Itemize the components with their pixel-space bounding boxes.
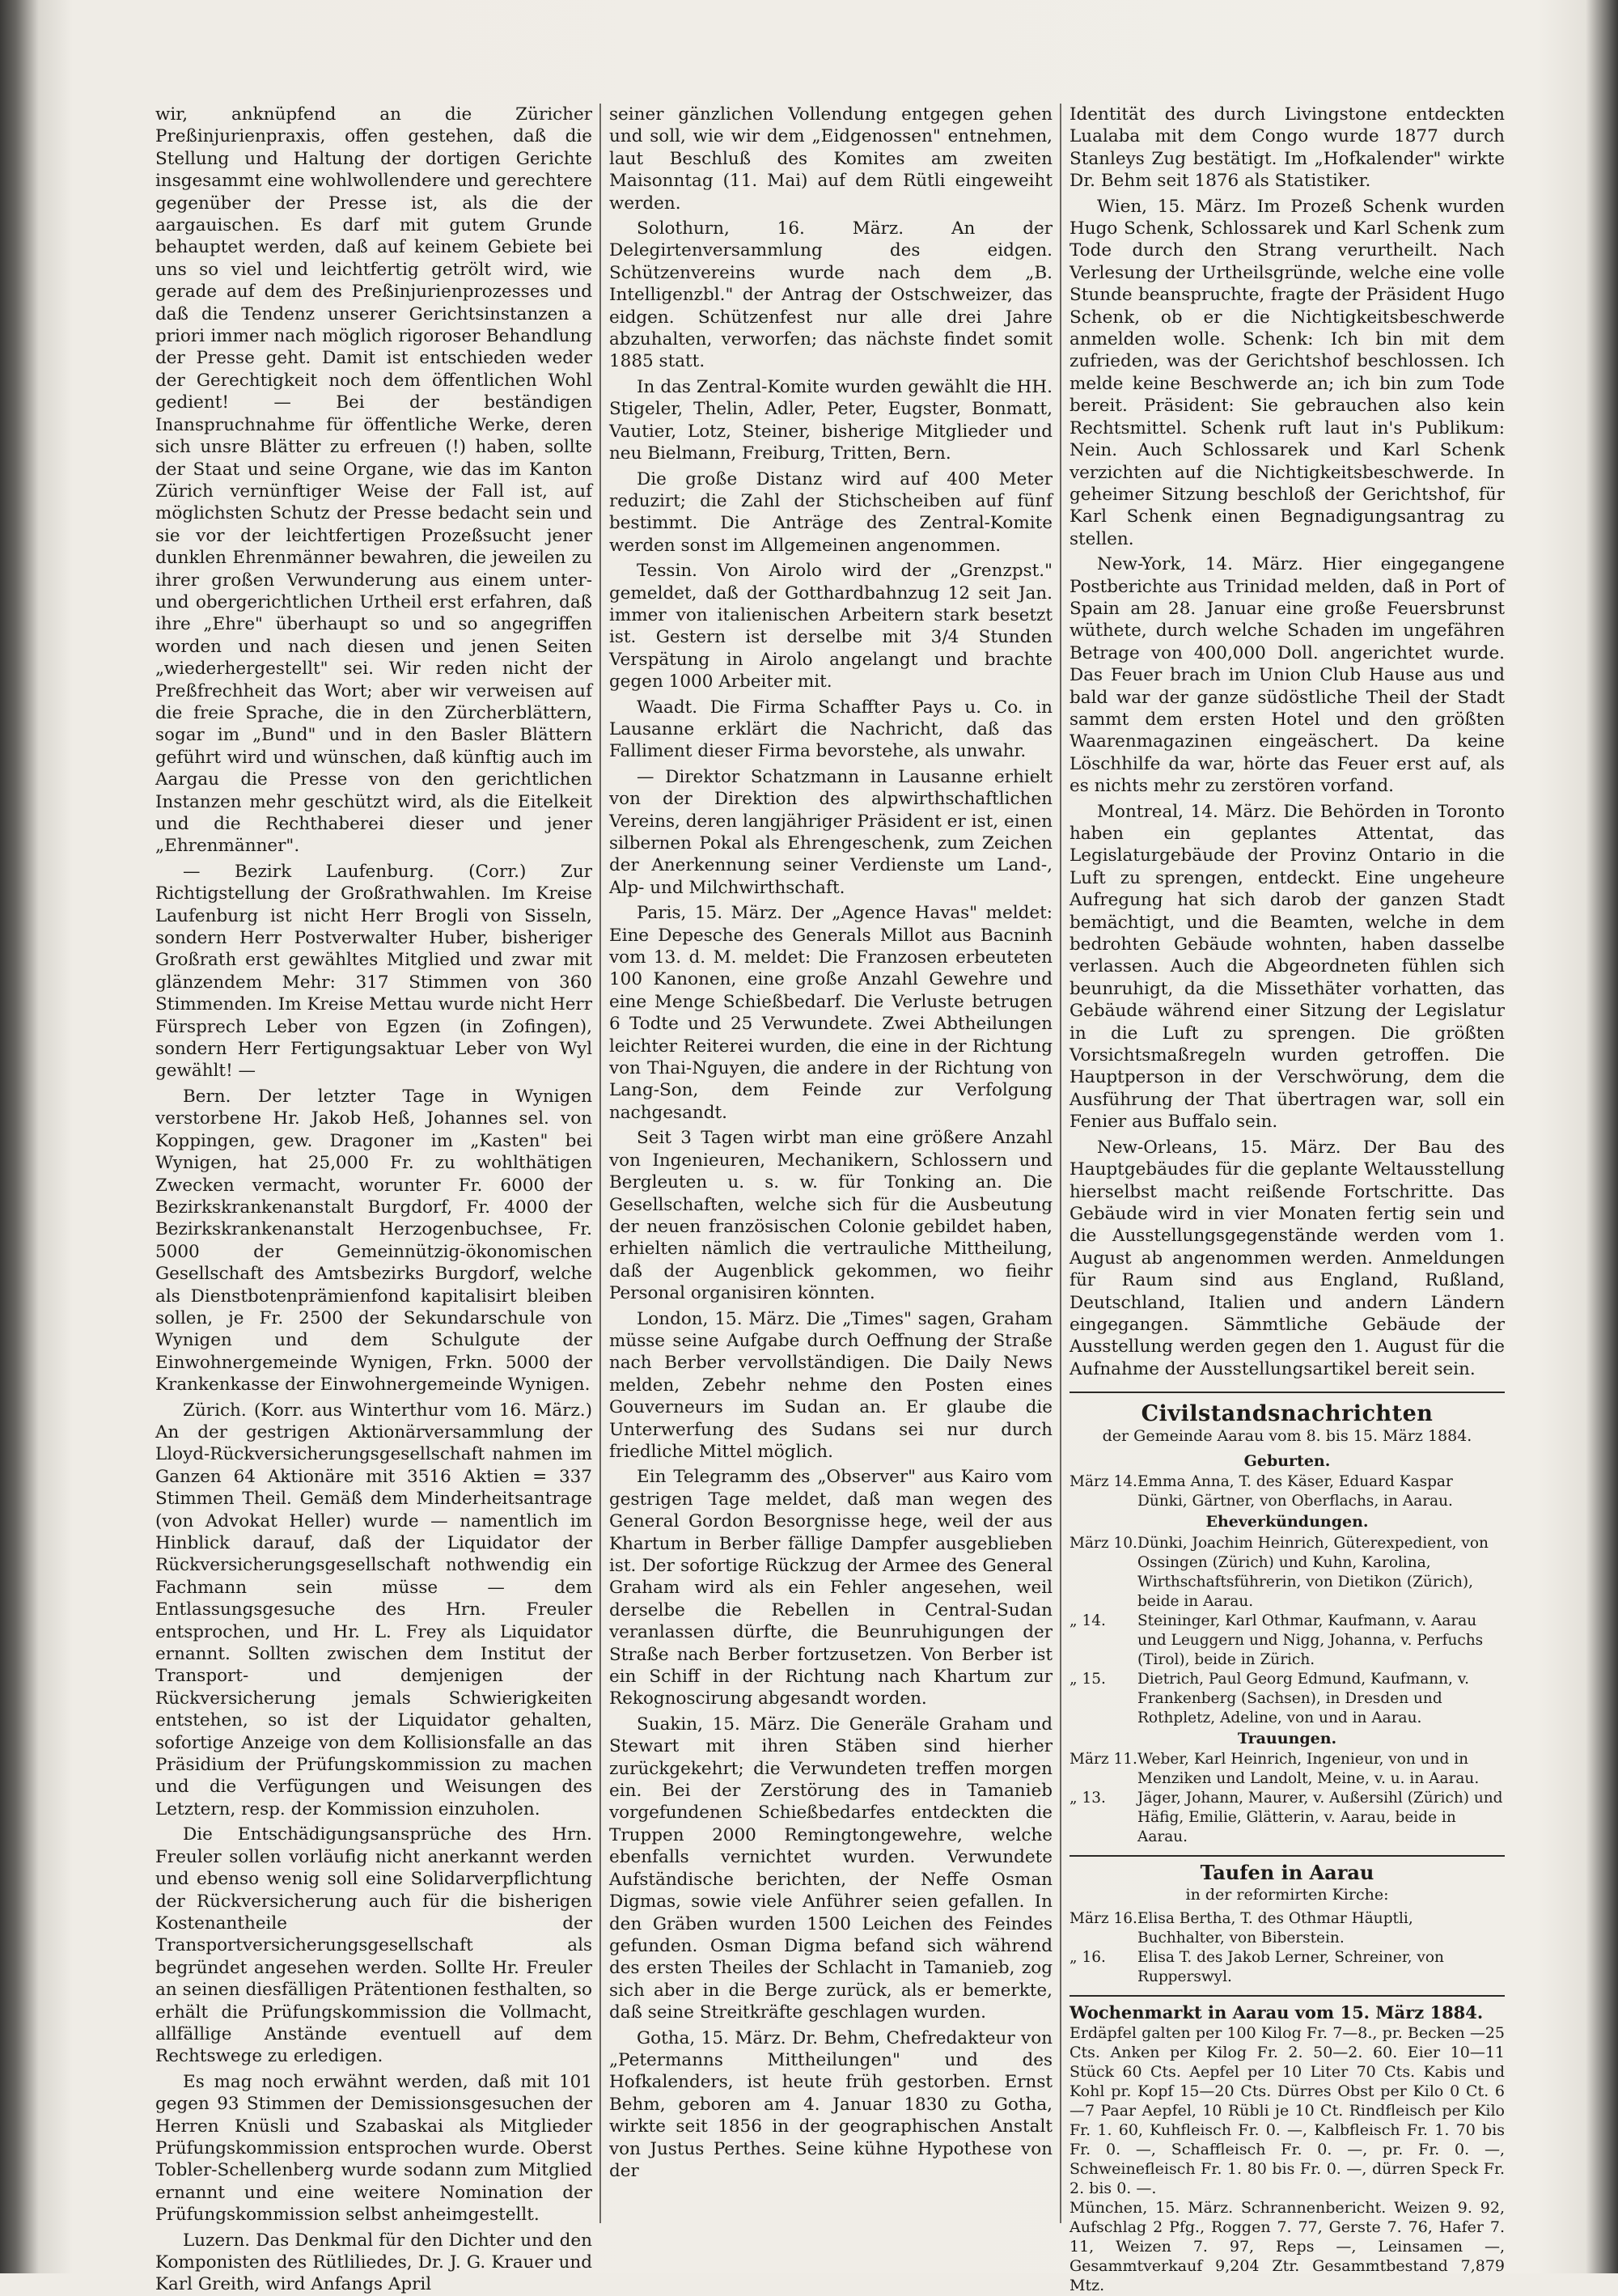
article-paragraph: — Bezirk Laufenburg. (Corr.) Zur Richtigstellung der Großrathwahlen. Im Kreise Laufenburg ist nicht Herr Brogli von Sisseln, sondern Herr Postverwalter Huber, bisheriger Großrath erst gewähltes Mitglied und zwar mit glänzendem Mehr: 317 Stimmen von 360 Stimmenden. Im Kreise Mettau wurde nicht Herr Fürsprech Leber von Egzen (in Zofingen), sondern Herr Fertigungsaktuar Leber von Wyl gewählt! — xyxy=(155,861,592,1082)
article-paragraph: Die Entschädigungsansprüche des Hrn. Freuler sollen vorläufig nicht anerkannt werden und ebenso wenig soll eine Solidarverpflichtung der Rückversicherung auch für die bisherigen Kostenantheile der Transportversicherungsgesellschaft als begründet angesehen werden. Sollte Hr. Freuler an seinen diesfälligen Prätentionen festhalten, so erhält die Prüfungskommission die Vollmacht, allfällige Anstände eventuell auf dem Rechtswege zu erledigen. xyxy=(155,1824,592,2067)
entry-text: Jäger, Johann, Maurer, v. Außersihl (Zürich) und Häfig, Emilie, Glätterin, v. Aarau, beide in Aarau. xyxy=(1137,1790,1503,1846)
entry-date: „ 16. xyxy=(1069,1949,1106,1966)
article-paragraph: Wien, 15. März. Im Prozeß Schenk wurden Hugo Schenk, Schlossarek und Karl Schenk zum Tode durch den Strang verurtheilt. Nach Verlesung der Urtheilsgründe, welche eine volle Stunde beanspruchte, fragte der Präsident Hugo Schenk, ob er die Nichtigkeitsbeschwerde anmelden wolle. Schenk: Ich bin mit dem zufrieden, was der Gerichtshof beschlossen. Ich melde keine Beschwerde an; ich bin zum Tode bereit. Präsident: Sie gebrauchen also kein Rechtsmittel. Schenk ruft laut in's Publikum: Nein. Auch Schlossarek und Karl Schenk verzichten auf die Nichtigkeitsbeschwerde. In geheimer Sitzung beschloß der Gerichtshof, für Karl Schenk einen Begnadigungsantrag zu stellen. xyxy=(1069,196,1505,549)
article-paragraph: Waadt. Die Firma Schaffter Pays u. Co. in Lausanne erklärt die Nachricht, daß das Falliment dieser Firma bevorstehe, als unwahr. xyxy=(609,697,1053,762)
entry-date: „ 15. xyxy=(1069,1670,1106,1688)
weddings-heading: Trauungen. xyxy=(1237,1729,1337,1747)
entry-date: März 14. xyxy=(1069,1473,1137,1491)
entry-text: Dietrich, Paul Georg Edmund, Kaufmann, v. Frankenberg (Sachsen), in Dresden und Rothpletz, Adeline, von und in Aarau. xyxy=(1137,1670,1469,1726)
entry-text: Dünki, Joachim Heinrich, Güterexpedient, von Ossingen (Zürich) und Kuhn, Karolina, Wirthschaftsführerin, von Dietikon (Zürich), beide in Aarau. xyxy=(1137,1534,1489,1610)
civil-registry-title: Civilstandsnachrichten xyxy=(1069,1392,1505,1425)
baptisms-list xyxy=(1069,1909,1505,1987)
article-paragraph: Tessin. Von Airolo wird der „Grenzpst." gemeldet, daß der Gotthardbahnzug 12 seit Jan. immer von italienischen Arbeitern stark besetzt ist. Gestern ist derselbe mit 3/4 Stunden Verspätung in Airolo angelangt und brachte gegen 1000 Arbeiter mit. xyxy=(609,561,1053,693)
entry-date: März 16. xyxy=(1069,1910,1137,1927)
births-heading: Geburten. xyxy=(1243,1451,1331,1470)
article-paragraph: Paris, 15. März. Der „Agence Havas" meldet: Eine Depesche des Generals Millot aus Bacninh vom 13. d. M. meldet: Die Franzosen erbeuteten 100 Kanonen, eine große Anzahl Gewehre und eine Menge Schießbedarf. Die Verluste betrugen 6 Todte und 25 Verwundete. Zwei Abtheilungen leichter Reiterei wurden, die eine in der Richtung von Thai-Nguyen, die andere in der Richtung von Lang-Son, dem Feinde zur Verfolgung nachgesandt. xyxy=(609,903,1053,1123)
entry-date: März 11. xyxy=(1069,1751,1137,1769)
article-paragraph: Montreal, 14. März. Die Behörden in Toronto haben ein geplantes Attentat, das Legislaturgebäude der Provinz Ontario in die Luft zu sprengen, entdeckt. Eine ungeheure Aufregung hat sich darob der ganzen Stadt bemächtigt, und die Beamten, welche in dem bedrohten Gebäude wohnten, haben dasselbe verlassen. Auch die Abgeordneten fühlen sich beunruhigt, da die Missethäter vorhatten, das Gebäude während einer Sitzung der Legislatur in die Luft zu sprengen. Die größten Vorsichtsmaßregeln wurden getroffen. Die Hauptperson in der Verschwörung, dem die Ausführung der That übertragen war, soll ein Fenier aus Buffalo sein. xyxy=(1069,801,1505,1133)
registry-entry xyxy=(1069,1909,1505,1948)
registry-entry xyxy=(1069,1948,1505,1987)
registry-entry xyxy=(1069,1612,1505,1670)
baptisms-title: Taufen in Aarau xyxy=(1069,1855,1505,1883)
births-list xyxy=(1069,1472,1505,1511)
banns-heading: Eheverkündungen. xyxy=(1205,1513,1369,1531)
column-middle xyxy=(609,104,1053,2223)
registry-entry xyxy=(1069,1750,1505,1789)
market-title: Wochenmarkt in Aarau vom 15. März 1884. xyxy=(1069,1995,1505,2023)
column-right xyxy=(1069,104,1505,2295)
article-paragraph: Seit 3 Tagen wirbt man eine größere Anzahl von Ingenieuren, Mechanikern, Schlossern und Bergleuten u. s. w. für Tonking an. Die Gesellschaften, welche sich für die Ausbeutung der neuen französischen Colonie gebildet haben, erhielten nämlich die vertrauliche Mittheilung, daß der Augenblick gekommen, wo fieihr Personal organisiren könnten. xyxy=(609,1128,1053,1304)
entry-text: Steininger, Karl Othmar, Kaufmann, v. Aarau und Leuggern und Nigg, Johanna, v. Perfuchs (Tirol), beide in Zürich. xyxy=(1137,1612,1484,1668)
entry-text: Elisa T. des Jakob Lerner, Schreiner, von Rupperswyl. xyxy=(1137,1949,1444,1985)
article-paragraph: In das Zentral-Komite wurden gewählt die HH. Stigeler, Thelin, Adler, Peter, Eugster, Bonmatt, Vautier, Lotz, Steiner, bisherige Mitglieder und neu Bielmann, Freiburg, Tritten, Bern. xyxy=(609,376,1053,464)
article-paragraph: Suakin, 15. März. Die Generäle Graham und Stewart mit ihren Stäben sind hierher zurückgekehrt; die Verwundeten treffen morgen ein. Bei der Zerstörung des in Tamanieb vorgefundenen Schießbedarfes entdeckten die Truppen 2000 Remingtongewehre, welche ebenfalls vernichtet wurden. Verwundete Aufständische berichten, der Neffe Osman Digmas, sowie viele Anführer seien gefallen. In den Gräben wurden 1500 Leichen des Feindes gefunden. Osman Digma befand sich während des ersten Theiles der Schlacht in Tamanieb, zog sich aber in die Berge zurück, als er bemerkte, daß seine Streitkräfte geschlagen wurden. xyxy=(609,1714,1053,2023)
entry-date: „ 13. xyxy=(1069,1790,1106,1807)
entry-text: Emma Anna, T. des Käser, Eduard Kaspar Dünki, Gärtner, von Oberflachs, in Aarau. xyxy=(1137,1473,1453,1510)
article-paragraph: Solothurn, 16. März. An der Delegirtenversammlung des eidgen. Schützenvereins wurde nach dem „B. Intelligenzbl." der Antrag der Ostschweizer, das eidgen. Schützenfest nur alle drei Jahre abzuhalten, verworfen; das nächste findet somit 1885 statt. xyxy=(609,218,1053,372)
registry-entry xyxy=(1069,1670,1505,1728)
column-right-articles xyxy=(1069,104,1505,1380)
article-paragraph: Gotha, 15. März. Dr. Behm, Chefredakteur von „Petermanns Mittheilungen" und des Hofkalenders, ist heute früh gestorben. Ernst Behm, geboren am 4. Januar 1830 zu Gotha, wirkte seit 1856 in der geographischen Anstalt von Justus Perthes. Seine kühne Hypothese von der xyxy=(609,2027,1053,2181)
article-paragraph: New-Orleans, 15. März. Der Bau des Hauptgebäudes für die geplante Weltausstellung hierselbst macht reißende Fortschritte. Das Gebäude wird in vier Monaten fertig sein und die Ausstellungsgegenstände werden vom 1. August ab angenommen werden. Anmeldungen für Raum sind aus England, Rußland, Deutschland, Italien und andern Ländern eingegangen. Sämmtliche Gebäude der Ausstellung werden gegen den 1. August für die Aufnahme der Ausstellungsartikel bereit sein. xyxy=(1069,1137,1505,1379)
market-report: Erdäpfel galten per 100 Kilog Fr. 7—8., pr. Becken —25 Cts. Anken per Kilog Fr. 2. 50—2. 60. Eier 10—11 Stück 60 Cts. Aepfel per 10 Liter 70 Cts. Kabis und Kohl pr. Kopf 15—20 Cts. Dürres Obst per Kilo 0 Ct. 6—7 Paar Aepfel, 10 Rübli je 10 Ct. Rindfleisch per Kilo Fr. 1. 60, Kuhfleisch Fr. 0. —, Kalbfleisch Fr. 1. 70 bis Fr. 0. —, Schaffleisch Fr. 0. —, pr. Fr. 0. —, Schweinefleisch Fr. 1. 80 bis Fr. 0. —, dürren Speck Fr. 2. bis 0. —. xyxy=(1069,2024,1505,2198)
article-paragraph: wir, anknüpfend an die Züricher Preßinjurienpraxis, offen gestehen, daß die Stellung und Haltung der dortigen Gerichte insgesammt eine wohlwollendere und gerechtere gegenüber der Presse ist, als die der aargauischen. Es darf mit gutem Grunde behauptet werden, daß auf keinem Gebiete bei uns so viel und leichtfertig getrölt wird, wie gerade auf dem des Preßinjurienprozesses und daß die Tendenz unserer Gerichtsinstanzen a priori immer nach möglich rigoroser Behandlung der Presse geht. Damit ist entschieden weder der Gerechtigkeit noch dem öffentlichen Wohl gedient! — Bei der beständigen Inanspruchnahme für öffentliche Werke, deren sich unsre Blätter zu erfreuen (!) haben, sollte der Staat und seine Organe, wie das im Kanton Zürich vernünftiger Weise der Fall ist, auf möglichsten Schutz der Presse bedacht sein und sie vor der leichtfertigen Prozeßsucht jener dunklen Ehrenmänner bewahren, die jeweilen zu ihrer großen Verwunderung aus einem unter- und obergerichtlichen Urtheil erst erfahren, daß ihre „Ehre" überhaupt so und so angegriffen worden und nach diesen und jenen Seiten „wiederhergestellt" sei. Wir reden nicht der Preßfrechheit das Wort; aber wir verweisen auf die freie Sprache, die in den Zürcherblättern, sogar im „Bund" und in den Basler Blättern geführt wird und wünschen, daß künftig auch im Aargau die Presse von den gerichtlichen Instanzen mehr geschützt wird, als die Eitelkeit und die Rechthaberei dieser und jener „Ehrenmänner". xyxy=(155,104,592,857)
civil-registry-subtitle: der Gemeinde Aarau vom 8. bis 15. März 1884. xyxy=(1102,1426,1472,1445)
article-paragraph: Bern. Der letzter Tage in Wynigen verstorbene Hr. Jakob Heß, Johannes sel. von Koppingen, gew. Dragoner im „Kasten" bei Wynigen, hat 25,000 Fr. zu wohlthätigen Zwecken vermacht, worunter Fr. 6000 der Bezirkskrankenanstalt Burgdorf, Fr. 4000 der Bezirkskrankenanstalt Herzogenbuchsee, Fr. 5000 der Gemeinnützig-ökonomischen Gesellschaft des Amtsbezirks Burgdorf, welche als Dienstbotenprämienfond kapitalisirt bleiben sollen, je Fr. 2500 der Sekundarschule von Wynigen und dem Schulgute der Einwohnergemeinde Wynigen, Frkn. 5000 der Krankenkasse der Einwohnergemeinde Wynigen. xyxy=(155,1086,592,1396)
banns-list xyxy=(1069,1534,1505,1728)
entry-text: Elisa Bertha, T. des Othmar Häuptli, Buchhalter, von Biberstein. xyxy=(1137,1910,1413,1947)
article-paragraph: New-York, 14. März. Hier eingegangene Postberichte aus Trinidad melden, daß in Port of Spain am 28. Januar eine große Feuersbrunst wüthete, durch welche Schaden im ungefähren Betrage von 400,000 Doll. angerichtet wurde. Das Feuer brach im Union Club Hause aus und bald war der ganze südöstliche Theil der Stadt sammt dem ersten Hotel und den größten Waarenmagazinen eingeäschert. Da keine Löschhilfe da war, hörte das Feuer erst auf, als es nichts mehr zu zerstören vorfand. xyxy=(1069,554,1505,797)
article-paragraph: — Direktor Schatzmann in Lausanne erhielt von der Direktion des alpwirthschaftlichen Vereins, deren langjähriger Präsident er ist, einen silbernen Pokal als Ehrengeschenk, zum Zeichen der Anerkennung seiner Verdienste um Land-, Alp- und Milchwirthschaft. xyxy=(609,766,1053,898)
article-paragraph: Zürich. (Korr. aus Winterthur vom 16. März.) An der gestrigen Aktionärversammlung der Lloyd-Rückversicherungsgesellschaft nahmen im Ganzen 64 Aktionäre mit 3516 Aktien = 337 Stimmen Theil. Gemäß dem Minderheitsantrage (von Advokat Heller) wurde — namentlich im Hinblick darauf, daß der Liquidator der Rückversicherungsgesellschaft nothwendig ein Fachmann sein müsse — dem Entlassungsgesuche des Hrn. Freuler entsprochen, und Hr. L. Frey als Liquidator ernannt. Sollten zwischen dem Institut der Transport- und demjenigen der Rückversicherung jemals Schwierigkeiten entstehen, so ist der Liquidator gehalten, sofortige Anzeige von dem Kollisionsfalle an das Präsidium der Prüfungskommission zu machen und die Verfügungen und Weisungen des Letztern, resp. der Kommission einzuholen. xyxy=(155,1400,592,1819)
column-rule xyxy=(599,104,601,2223)
baptisms-subtitle: in der reformirten Kirche: xyxy=(1185,1885,1389,1904)
entry-text: Weber, Karl Heinrich, Ingenieur, von und in Menziken und Landolt, Meine, v. u. in Aarau. xyxy=(1137,1751,1480,1788)
article-paragraph: London, 15. März. Die „Times" sagen, Graham müsse seine Aufgabe durch Oeffnung der Straße nach Berber vervollständigen. Die Daily News melden, Zebehr nehme den Posten eines Gouverneurs im Sudan an. Er glaube die Unterwerfung des Sudans sei nur durch friedliche Mittel möglich. xyxy=(609,1308,1053,1462)
column-left xyxy=(155,104,592,2295)
entry-date: „ 14. xyxy=(1069,1612,1106,1629)
article-paragraph: Identität des durch Livingstone entdeckten Lualaba mit dem Congo wurde 1877 durch Stanleys Zug bestätigt. Im „Hofkalender" wirkte Dr. Behm seit 1876 als Statistiker. xyxy=(1069,104,1505,192)
column-rule xyxy=(1060,104,1061,2223)
weddings-list xyxy=(1069,1750,1505,1847)
article-paragraph: Luzern. Das Denkmal für den Dichter und den Komponisten des Rütliliedes, Dr. J. G. Krauer und Karl Greith, wird Anfangs April xyxy=(155,2230,592,2295)
entry-date: März 10. xyxy=(1069,1534,1137,1552)
registry-entry xyxy=(1069,1789,1505,1847)
registry-entry xyxy=(1069,1472,1505,1511)
article-paragraph: seiner gänzlichen Vollendung entgegen gehen und soll, wie wir dem „Eidgenossen" entnehmen, laut Beschluß des Komites am zweiten Maisonntag (11. Mai) auf dem Rütli eingeweiht werden. xyxy=(609,104,1053,214)
article-paragraph: Es mag noch erwähnt werden, daß mit 101 gegen 93 Stimmen der Demissionsgesuchen der Herren Knüsli und Szabaskai als Mitglieder Prüfungskommission entsprochen wurde. Oberst Tobler-Schellenberg wurde sodann zum Mitglied ernannt und eine weitere Nomination der Prüfungskommission selbst anheimgestellt. xyxy=(155,2071,592,2226)
munich-report: München, 15. März. Schrannenbericht. Weizen 9. 92, Aufschlag 2 Pfg., Roggen 7. 77, Gerste 7. 76, Hafer 7. 11, Weizen 7. 97, Reps —, Leinsamen —, Gesammtverkauf 9,204 Ztr. Gesammtbestand 7,879 Mtz. xyxy=(1069,2199,1505,2295)
article-paragraph: Ein Telegramm des „Observer" aus Kairo vom gestrigen Tage meldet, daß man wegen des General Gordon Besorgnisse hege, weil der aus Khartum in Berber fällige Dampfer ausgeblieben ist. Der sofortige Rückzug der Armee des General Graham wird als ein Fehler angesehen, weil derselbe die Rebellen in Central-Sudan veranlassen dürfte, die Beunruhigungen der Straße nach Berber fortzusetzen. Von Berber ist ein Schiff in der Richtung nach Khartum zur Rekognoscirung abgesandt worden. xyxy=(609,1467,1053,1709)
registry-entry xyxy=(1069,1534,1505,1612)
article-paragraph: Die große Distanz wird auf 400 Meter reduzirt; die Zahl der Stichscheiben auf fünf bestimmt. Die Anträge des Zentral-Komite werden sonst im Allgemeinen angenommen. xyxy=(609,468,1053,556)
